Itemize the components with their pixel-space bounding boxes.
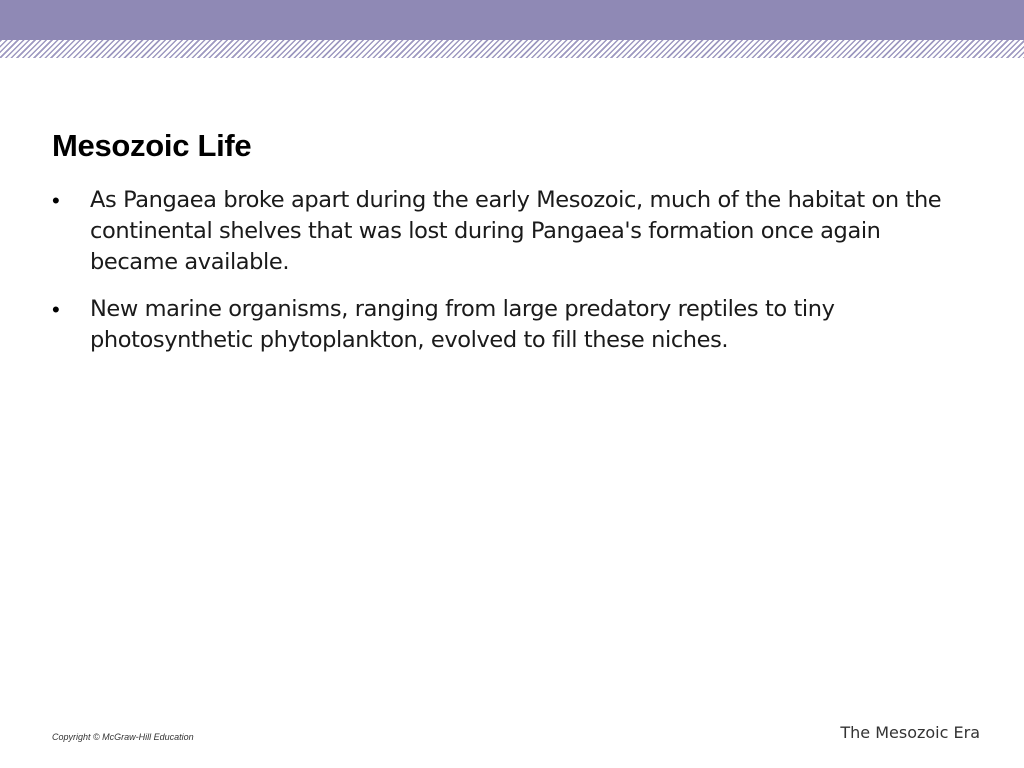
bullet-marker: • (52, 188, 60, 213)
header-stripe-pattern (0, 40, 1024, 58)
copyright-notice: Copyright © McGraw-Hill Education (52, 732, 194, 742)
footer-chapter-title: The Mesozoic Era (840, 723, 980, 742)
bullet-text: As Pangaea broke apart during the early Mesozoic, much of the habitat on the continental shelves that was lost during Pangaea's formation once again became available. (90, 187, 942, 275)
header-band (0, 0, 1024, 40)
slide-title: Mesozoic Life (52, 128, 252, 163)
bullet-marker: • (52, 297, 60, 322)
bullet-list (52, 185, 952, 372)
bullet-item (52, 185, 952, 278)
bullet-text: New marine organisms, ranging from large predatory reptiles to tiny photosynthetic phytoplankton, evolved to fill these niches. (90, 296, 835, 353)
bullet-item (52, 294, 952, 356)
